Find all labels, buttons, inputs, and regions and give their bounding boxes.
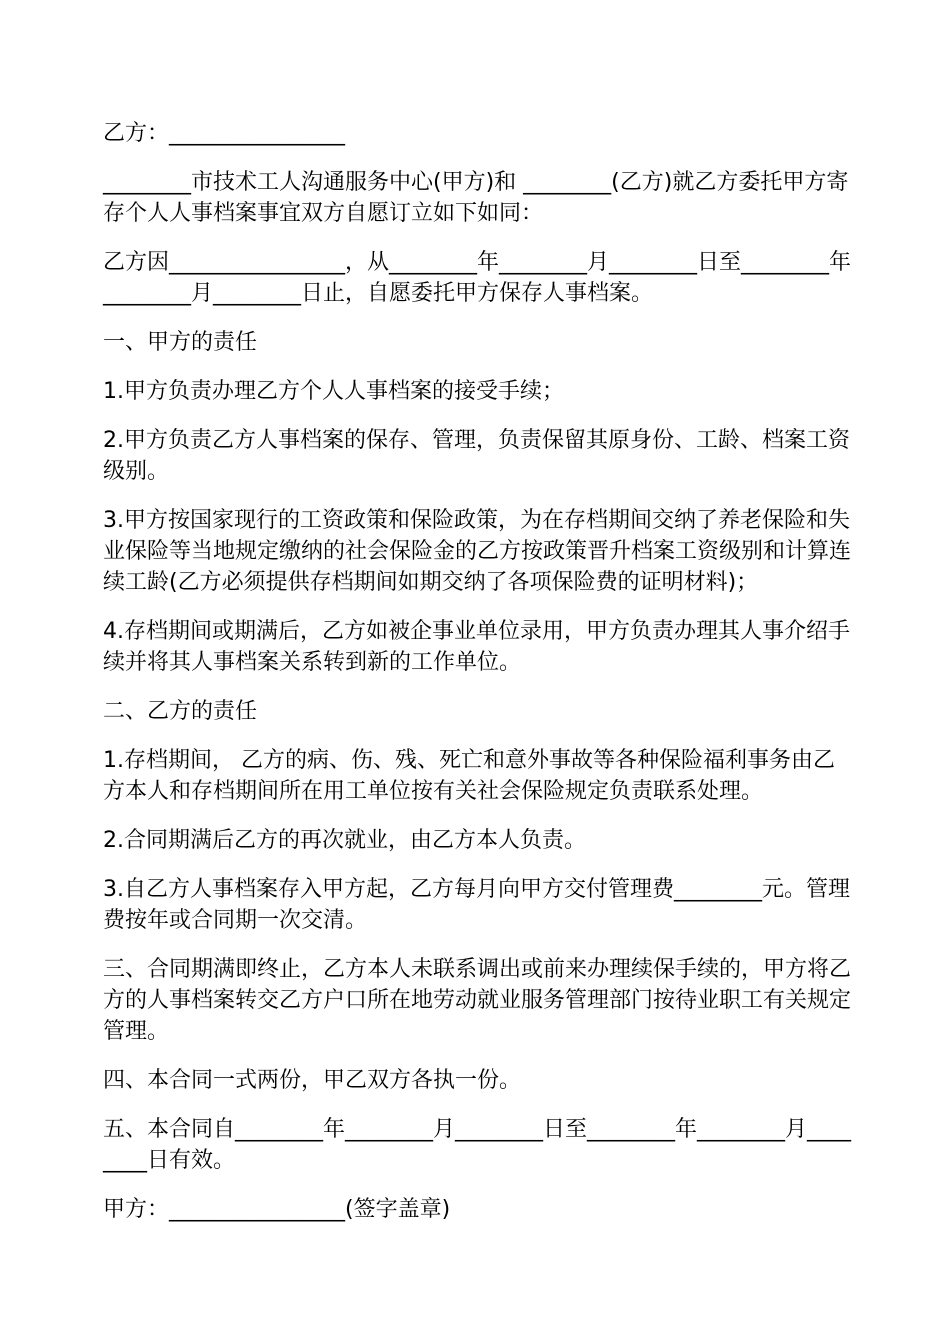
section-heading-party-a-duties: 一、甲方的责任: [103, 330, 258, 355]
party-a-clause-3: 3.甲方按国家现行的工资政策和保险政策，为在存档期间交纳了养老保险和失业保险等当地规定缴纳的社会保险金的乙方按政策晋升档案工资级别和计算连续工龄(乙方必须提供存档期间如期交纳了各项保险费的证明材料)；: [103, 508, 852, 595]
party-b-clause-3: 3.自乙方人事档案存入甲方起，乙方每月向甲方交付管理费________元。管理费按年或合同期一次交清。: [103, 877, 850, 933]
section-four-copies: 四、本合同一式两份，甲乙双方各执一份。: [103, 1068, 522, 1093]
party-a-clause-1: 1.甲方负责办理乙方个人人事档案的接受手续；: [103, 379, 564, 404]
party-b-line: 乙方：________________: [103, 121, 346, 146]
party-a-clause-2: 2.甲方负责乙方人事档案的保存、管理，负责保留其原身份、工龄、档案工资级别。: [103, 428, 850, 484]
party-b-clause-1: 1.存档期间， 乙方的病、伤、残、死亡和意外事故等各种保险福利事务由乙方本人和存档期间所在用工单位按有关社会保险规定负责联系处理。: [103, 748, 835, 804]
section-three-termination: 三、合同期满即终止，乙方本人未联系调出或前来办理续保手续的，甲方将乙方的人事档案转交乙方户口所在地劳动就业服务管理部门按待业职工有关规定管理。: [103, 957, 852, 1044]
deposit-period-paragraph: 乙方因________________，从________年________月________日至________年________月________日止，自愿委托甲方保存人事档案。: [103, 250, 852, 306]
section-heading-party-b-duties: 二、乙方的责任: [103, 699, 258, 724]
party-a-signature-line: 甲方：________________(签字盖章): [103, 1197, 451, 1222]
party-b-clause-2: 2.合同期满后乙方的再次就业，由乙方本人负责。: [103, 828, 586, 853]
party-a-clause-4: 4.存档期间或期满后，乙方如被企事业单位录用，甲方负责办理其人事介绍手续并将其人事档案关系转到新的工作单位。: [103, 619, 850, 675]
contract-document: [103, 118, 855, 1243]
section-five-validity: 五、本合同自________年________月________日至________年________月________日有效。: [103, 1117, 852, 1173]
preamble-paragraph: ________市技术工人沟通服务中心(甲方)和 ________(乙方)就乙方委托甲方寄存个人人事档案事宜双方自愿订立如下如同：: [103, 170, 849, 226]
